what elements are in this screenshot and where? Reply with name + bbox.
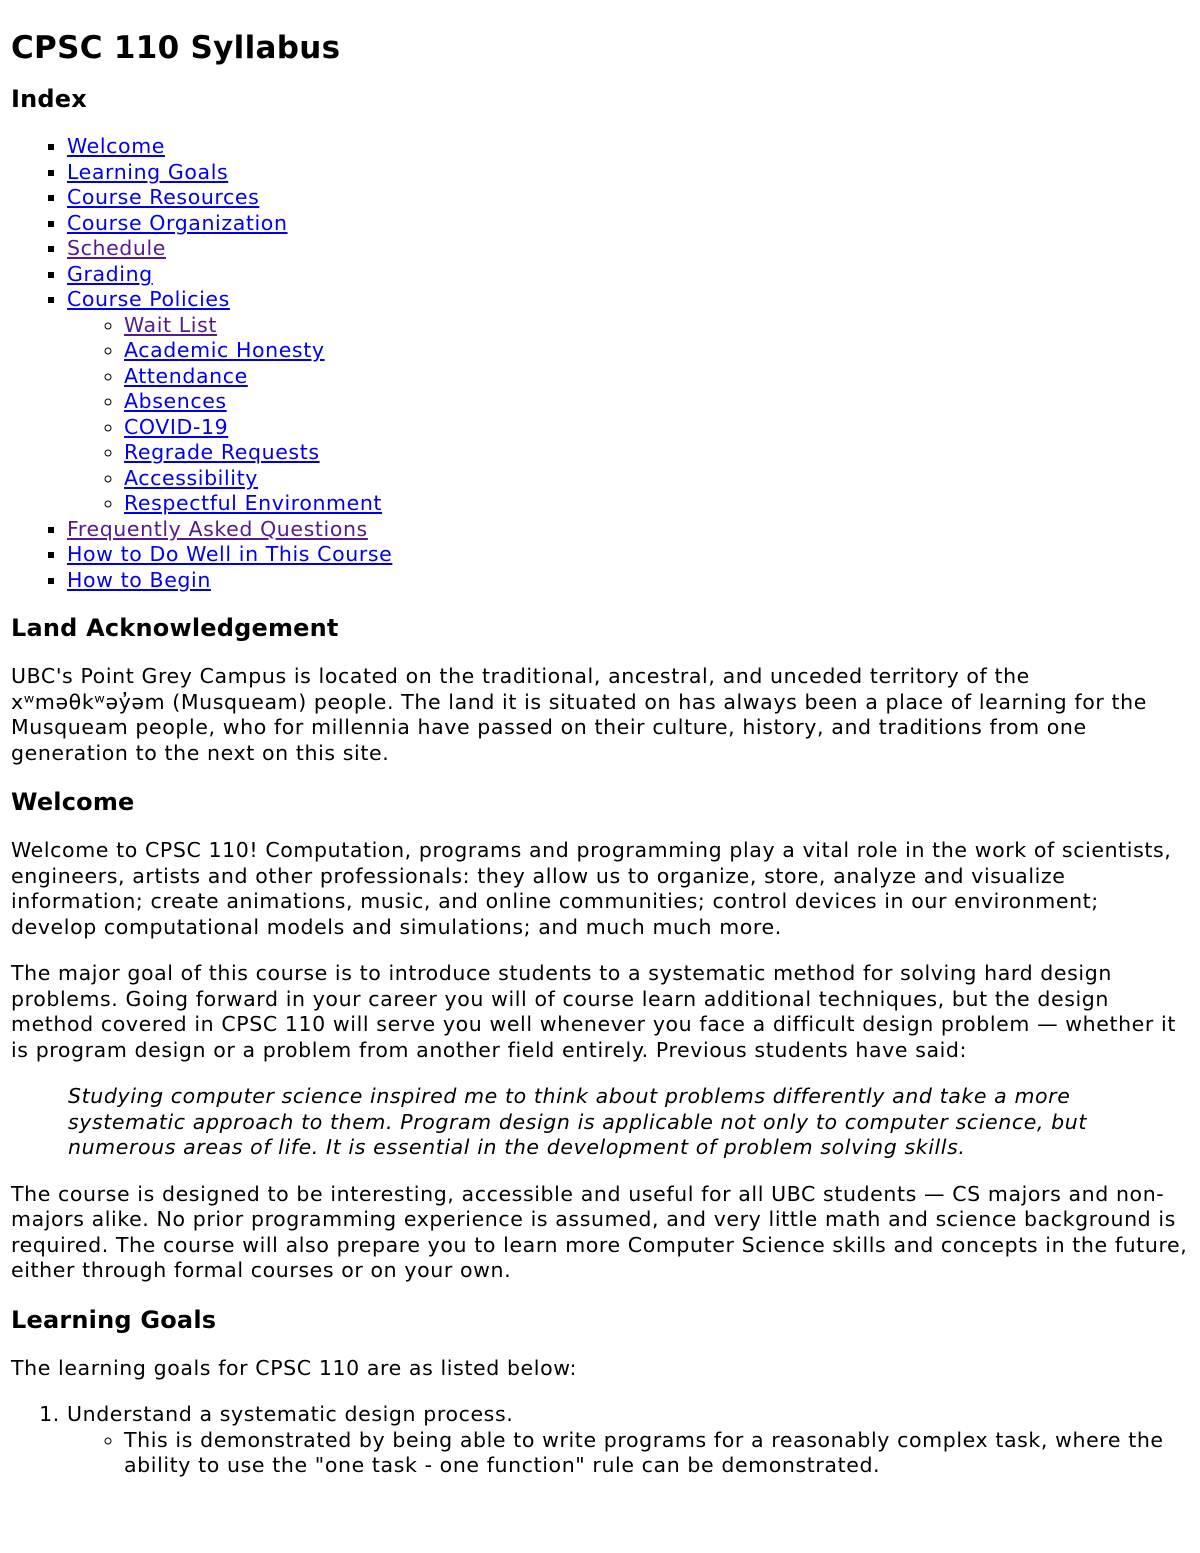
page-title: CPSC 110 Syllabus (11, 30, 341, 66)
land-acknowledgement-heading: Land Acknowledgement (11, 614, 339, 642)
link-how-to-begin[interactable]: How to Begin (67, 567, 211, 592)
link-wait-list[interactable]: Wait List (124, 312, 218, 337)
list-item (67, 185, 1188, 211)
welcome-heading: Welcome (11, 788, 135, 816)
list-item (67, 1402, 1188, 1479)
link-course-resources[interactable]: Course Resources (67, 185, 260, 209)
list-item (67, 160, 1188, 186)
list-item (67, 211, 1188, 237)
list-item (67, 262, 1188, 288)
link-faq[interactable]: Frequently Asked Questions (67, 516, 368, 541)
list-item (67, 134, 1188, 160)
link-schedule[interactable]: Schedule (67, 236, 167, 260)
link-regrade-requests[interactable]: Regrade Requests (124, 440, 320, 464)
list-item: ◦ This is demonstrated by being able to write programs for a reasonably complex task, where the ability to use the "one task - one function" rule can be demonstrated. (124, 1428, 1188, 1479)
link-respectful-environment[interactable]: Respectful Environment (124, 491, 383, 515)
index-list (11, 134, 1188, 593)
list-item (124, 415, 1188, 441)
list-item (124, 440, 1188, 466)
link-course-policies[interactable]: Course Policies (67, 287, 230, 311)
list-item (67, 542, 1188, 568)
link-academic-honesty[interactable]: Academic Honesty (124, 338, 325, 362)
link-accessibility[interactable]: Accessibility (124, 465, 258, 490)
link-absences[interactable]: Absences (124, 389, 227, 413)
learning-goals-intro: The learning goals for CPSC 110 are as listed below: (11, 1355, 577, 1380)
list-item (124, 364, 1188, 390)
welcome-paragraph-3: The course is designed to be interesting, accessible and useful for all UBC students — CS majors and non-majors alike. No prior programming experience is assumed, and very little math and science background is required. The course will also prepare you to learn more Computer Science skills and concepts in the future, either through formal courses or on your own. (11, 1181, 1188, 1282)
policies-sublist (67, 313, 1188, 517)
link-grading[interactable]: Grading (67, 261, 153, 286)
welcome-paragraph-2: The major goal of this course is to introduce students to a systematic method for solving hard design problems. Going forward in your career you will of course learn additional techniques, but the design method covered in CPSC 110 will serve you well whenever you face a difficult design problem — whether it is program design or a problem from another field entirely. Previous students have said: (11, 961, 1176, 1062)
list-item (124, 338, 1188, 364)
list-item (67, 236, 1188, 262)
link-how-to-do-well[interactable]: How to Do Well in This Course (67, 542, 393, 566)
list-item (67, 517, 1188, 543)
land-acknowledgement-text: UBC's Point Grey Campus is located on the traditional, ancestral, and unceded territory of the xʷməθkʷəy̓əm (Musqueam) people. The land it is situated on has always been a place of learning for the Musqueam people, who for millennia have passed on their culture, history, and traditions from one generation to the next on this site. (11, 664, 1147, 765)
learning-goals-list (11, 1402, 1188, 1479)
list-item (67, 287, 1188, 517)
list-item (124, 313, 1188, 339)
student-quote: Studying computer science inspired me to think about problems differently and take a more systematic approach to them. Program design is applicable not only to computer science, but numerous areas of life. It is essential in the development of problem solving skills. (68, 1084, 1087, 1159)
list-item (67, 568, 1188, 594)
list-item (124, 491, 1188, 517)
list-item (124, 389, 1188, 415)
learning-goals-heading: Learning Goals (11, 1305, 217, 1334)
link-course-organization[interactable]: Course Organization (67, 210, 288, 235)
link-covid-19[interactable]: COVID-19 (124, 414, 229, 439)
welcome-paragraph-1: Welcome to CPSC 110! Computation, programs and programming play a vital role in the work of scientists, engineers, artists and other professionals: they allow us to organize, store, analyze and visualize information; create animations, music, and online communities; control devices in our environment; develop computational models and simulations; and much much more. (11, 838, 1172, 939)
link-learning-goals[interactable]: Learning Goals (67, 159, 229, 184)
list-item (124, 466, 1188, 492)
index-heading: Index (11, 85, 87, 113)
goal-sublist (67, 1428, 1188, 1479)
link-welcome[interactable]: Welcome (67, 134, 165, 158)
goal-text: Understand a systematic design process. (67, 1402, 514, 1426)
link-attendance[interactable]: Attendance (124, 363, 248, 388)
